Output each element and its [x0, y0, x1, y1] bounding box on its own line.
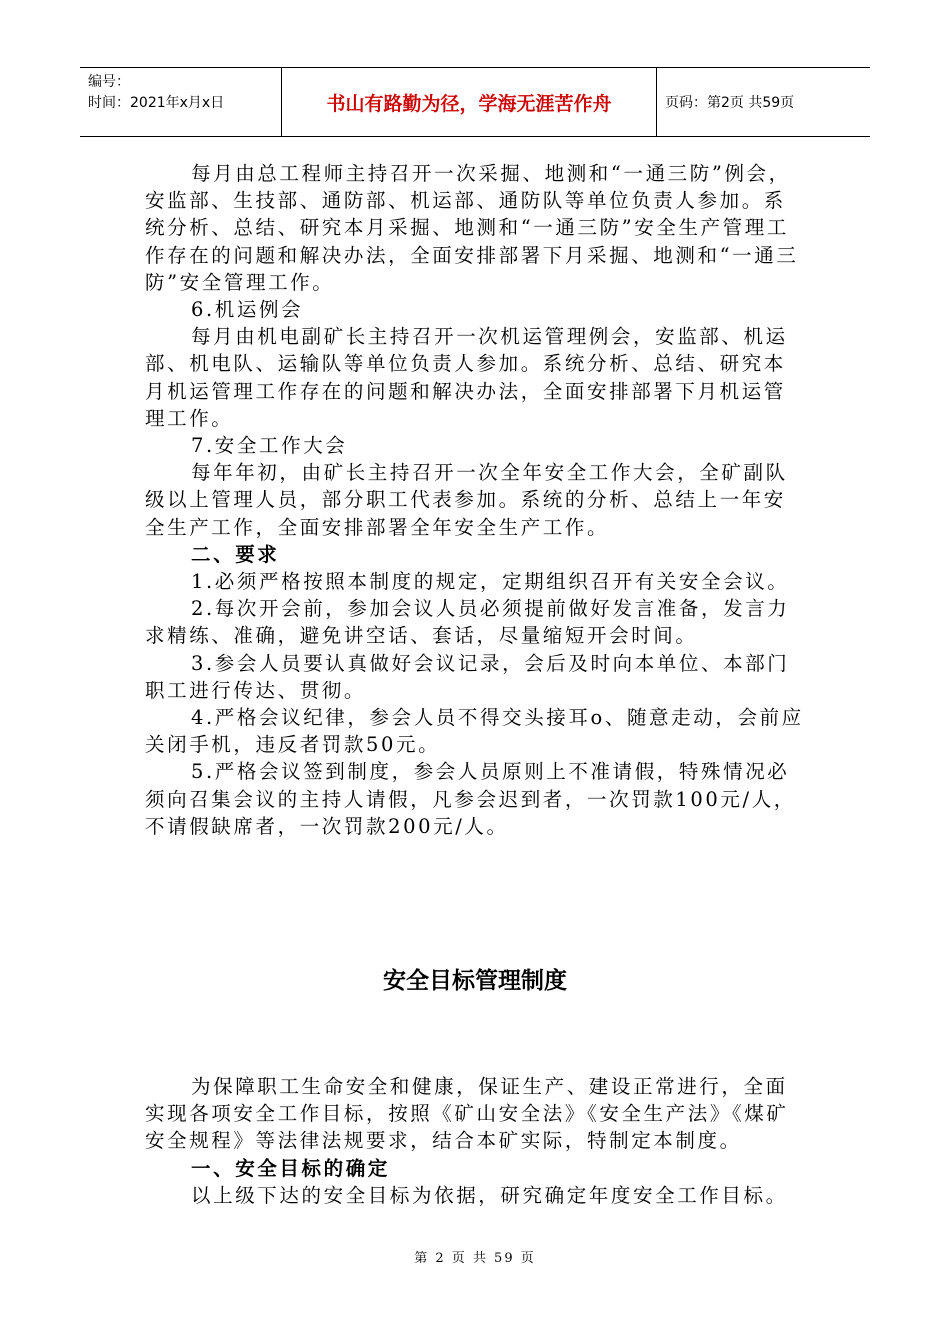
requirement-item: 4.严格会议纪律，参会人员不得交头接耳o、随意走动，会前应关闭手机，违反者罚款50元。 [145, 706, 804, 757]
header-page-info: 页码：第2页 共59页 [665, 95, 795, 111]
paragraph: 为保障职工生命安全和健康，保证生产、建设正常进行，全面实现各项安全工作目标，按照《矿山安全法》《安全生产法》《煤矿安全规程》等法律法规要求，结合本矿实际，特制定本制度。 [145, 1075, 789, 1153]
paragraph: 每月由机电副矿长主持召开一次机运管理例会，安监部、机运部、机电队、运输队等单位负责人参加。系统分析、总结、研究本月机运管理工作存在的问题和解决办法，全面安排部署下月机运管理工作。 [145, 325, 788, 430]
section-heading: 二、要求 [191, 542, 280, 566]
paragraph: 每年年初，由矿长主持召开一次全年安全工作大会，全矿副队级以上管理人员，部分职工代表参加。系统的分析、总结上一年安全生产工作，全面安排部署全年安全生产工作。 [145, 461, 788, 539]
paragraph: 以上级下达的安全目标为依据，研究确定年度安全工作目标。 [191, 1183, 788, 1207]
requirement-item: 5.严格会议签到制度，参会人员原则上不准请假，特殊情况必须向召集会议的主持人请假，凡参会迟到者，一次罚款100元/人，不请假缺席者，一次罚款200元/人。 [145, 760, 796, 838]
document-title: 安全目标管理制度 [383, 968, 567, 994]
body-section-targets [145, 1073, 805, 1209]
page-header [80, 67, 870, 137]
requirement-item: 1.必须严格按照本制度的规定，定期组织召开有关安全会议。 [191, 570, 790, 594]
header-motto: 书山有路勤为径，学海无涯苦作舟 [282, 68, 657, 136]
time-label: 时间：2021年x月x日 [88, 95, 225, 111]
subheading: 6.机运例会 [191, 298, 304, 322]
section-heading: 一、安全目标的确定 [191, 1156, 390, 1180]
requirement-item: 2.每次开会前，参加会议人员必须提前做好发言准备，发言力求精练、准确，避免讲空话、套话，尽量缩短开会时间。 [145, 597, 790, 648]
subheading: 7.安全工作大会 [191, 434, 348, 458]
page-footer: 第 2 页 共 59 页 [414, 1251, 536, 1266]
requirement-item: 3.参会人员要认真做好会议记录，会后及时向本单位、本部门职工进行传达、贯彻。 [145, 651, 790, 702]
header-meta [80, 68, 282, 136]
body-section-meetings [145, 160, 805, 840]
paragraph: 每月由总工程师主持召开一次采掘、地测和“一通三防”例会，安监部、生技部、通防部、机运部、通防队等单位负责人参加。系统分析、总结、研究本月采掘、地测和“一通三防”安全生产管理工作存在的问题和解决办法，全面安排部署下月采掘、地测和“一通三防”安全管理工作。 [145, 162, 799, 294]
number-label: 编号： [88, 74, 130, 90]
